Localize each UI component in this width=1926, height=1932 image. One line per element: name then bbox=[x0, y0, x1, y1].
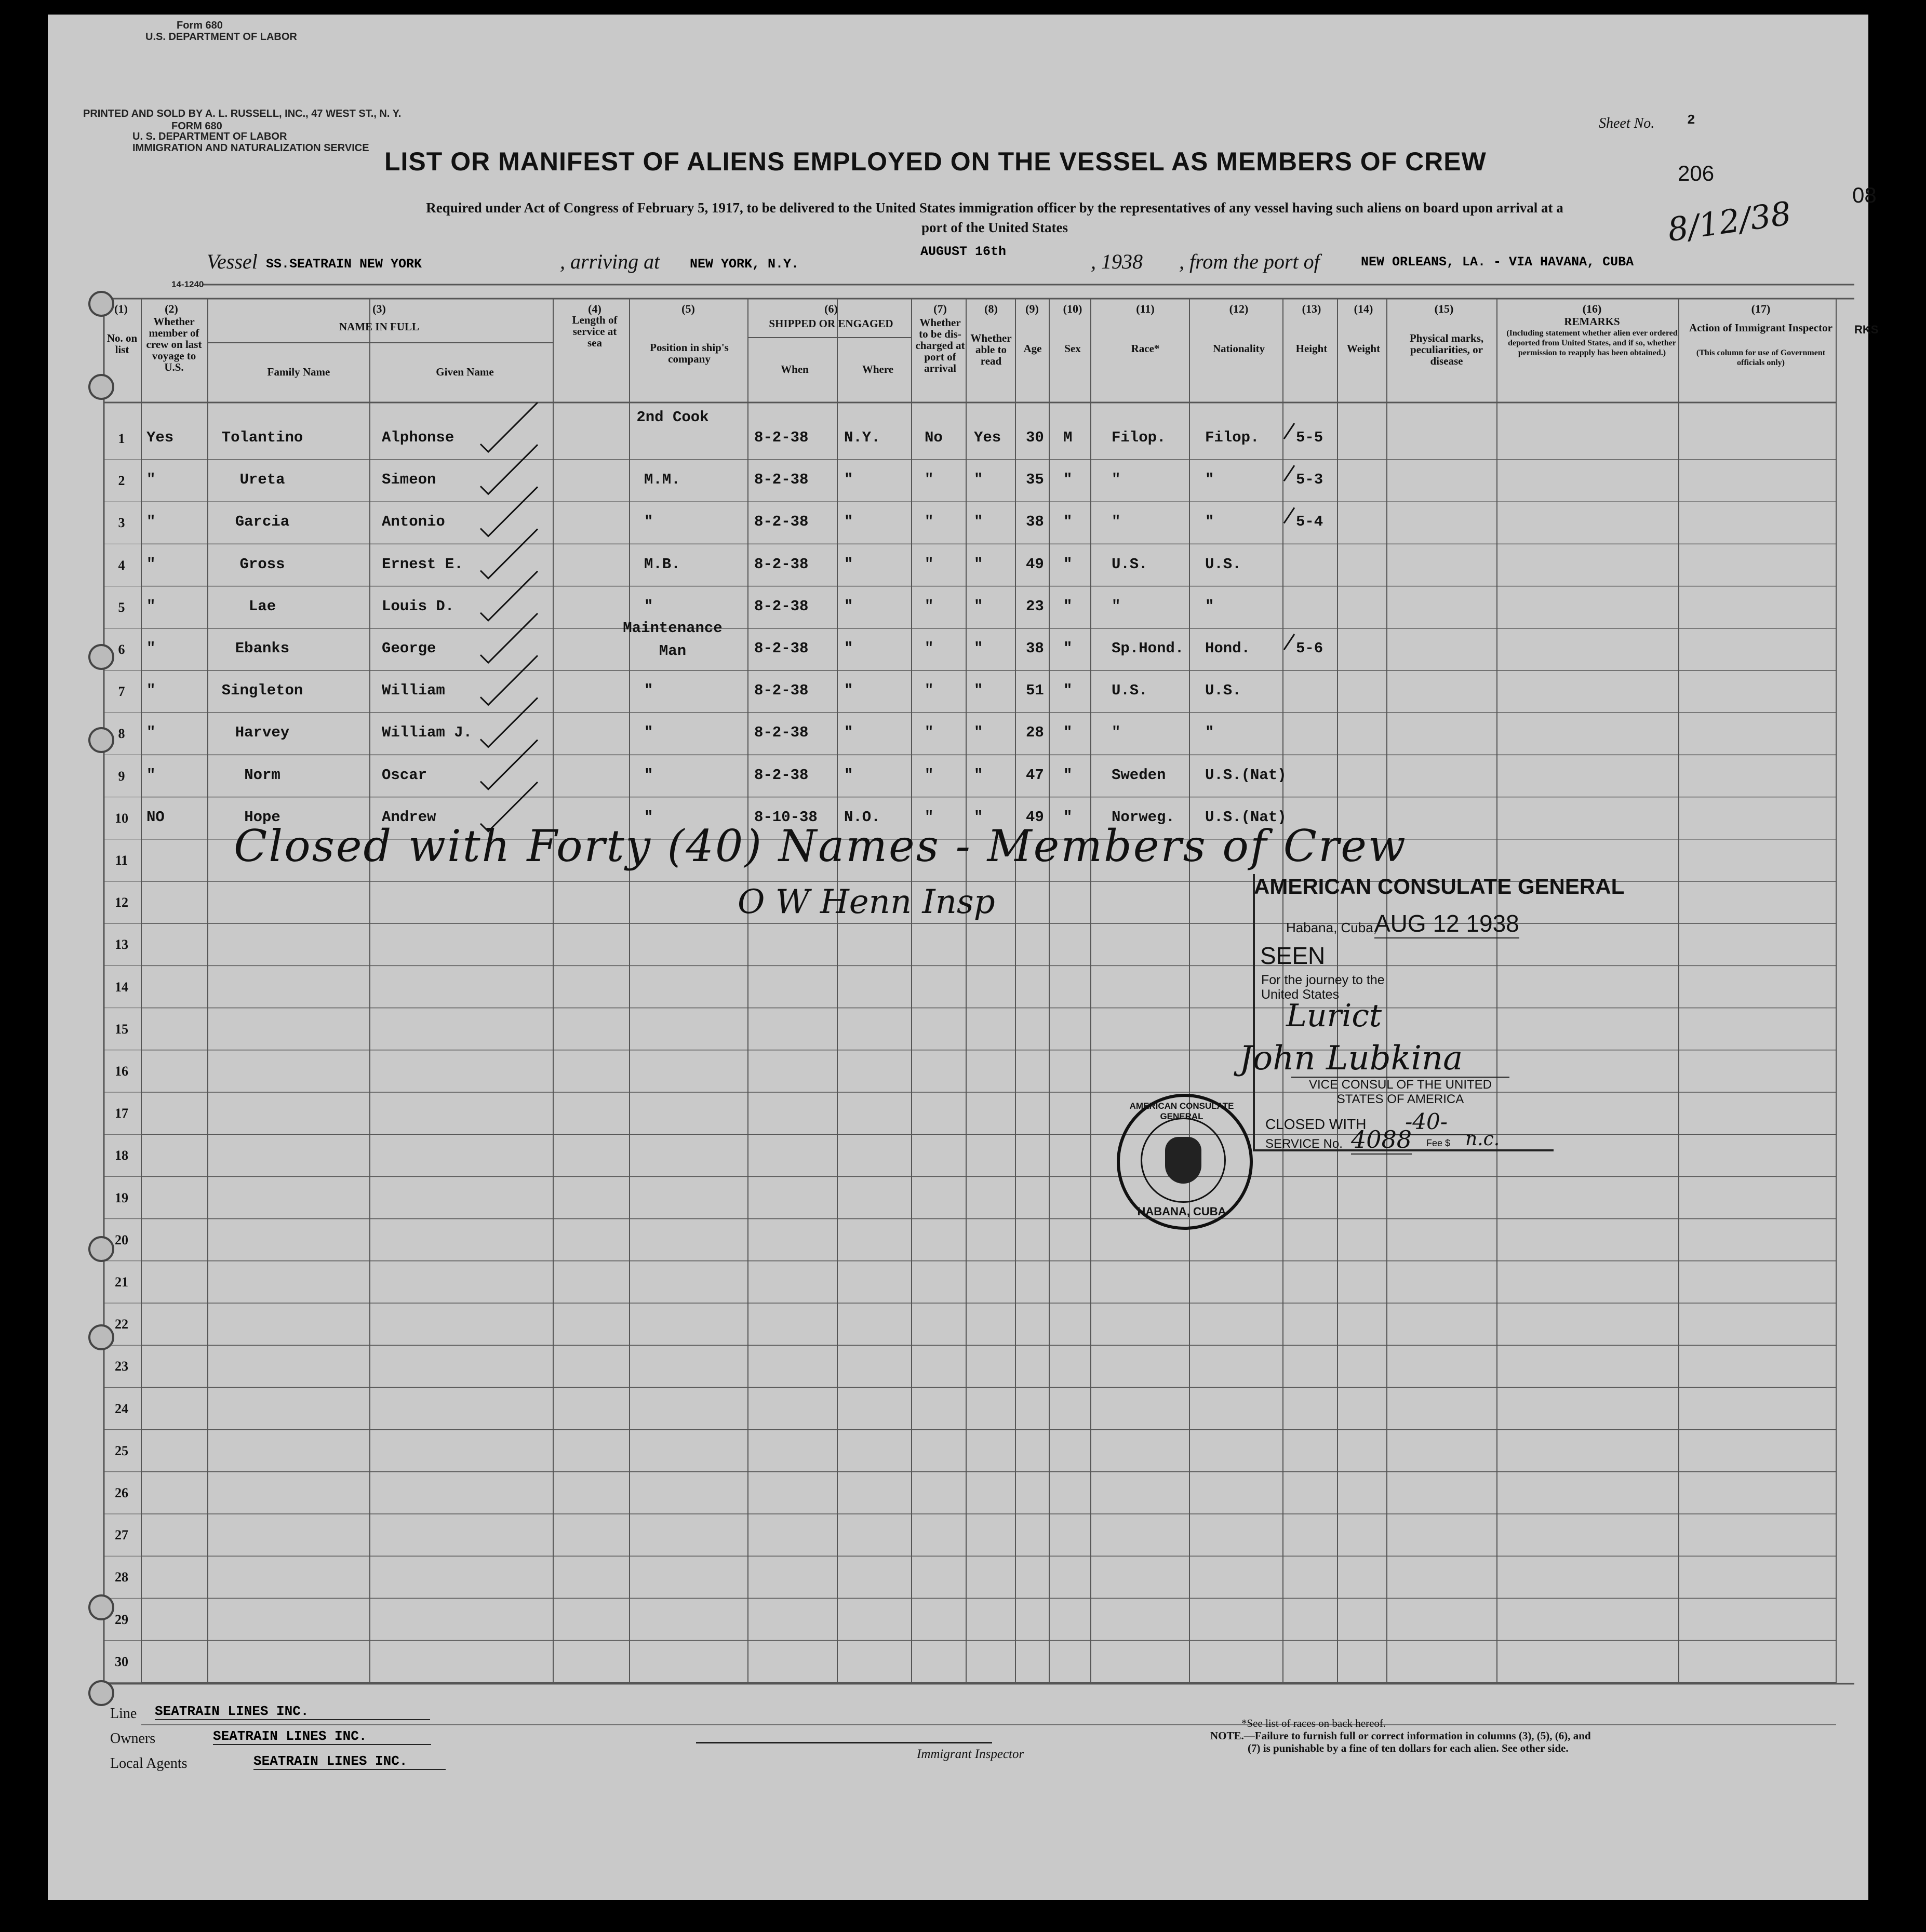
row-number: 11 bbox=[115, 853, 128, 868]
col7-number: (7) bbox=[933, 302, 947, 315]
cell-nationality: U.S. bbox=[1205, 682, 1241, 700]
cell-family: Harvey bbox=[235, 724, 290, 742]
cell-prev: " bbox=[146, 513, 156, 531]
row-number: 27 bbox=[115, 1527, 128, 1543]
cell-discharged: " bbox=[925, 808, 934, 826]
row-number: 18 bbox=[115, 1148, 128, 1163]
cell-family: Ebanks bbox=[235, 640, 290, 657]
cell-family: Garcia bbox=[235, 513, 290, 531]
cell-position: " bbox=[644, 597, 653, 615]
row-number: 25 bbox=[115, 1443, 128, 1458]
stamp-place: Habana, Cuba, bbox=[1286, 920, 1377, 935]
inspector-signature-line bbox=[696, 1742, 992, 1743]
col1-header: No. on list bbox=[106, 332, 138, 356]
cell-family: Gross bbox=[239, 555, 285, 573]
inspector-signature: O W Henn Insp bbox=[738, 883, 995, 921]
col6b-header: Where bbox=[862, 363, 894, 375]
col14-number: (14) bbox=[1354, 302, 1373, 315]
department-top: U.S. DEPARTMENT OF LABOR bbox=[145, 31, 297, 43]
stamp-journey: For the journey to the United States bbox=[1261, 973, 1385, 1002]
cell-race: U.S. bbox=[1112, 555, 1148, 573]
stamp-closed-value: -40- bbox=[1380, 1109, 1473, 1135]
stamp-vice-consul-1: VICE CONSUL OF THE UNITED bbox=[1291, 1077, 1509, 1092]
footer-see-list: *See list of races on back hereof. bbox=[1241, 1717, 1386, 1729]
punch-hole bbox=[88, 291, 114, 317]
col6-header: SHIPPED OR ENGAGED bbox=[769, 317, 893, 330]
cell-race: " bbox=[1112, 597, 1121, 615]
arriving-label: , arriving at bbox=[560, 250, 660, 273]
col11-number: (11) bbox=[1136, 302, 1155, 315]
col13-header: Height bbox=[1295, 342, 1328, 355]
requirement-line-1: Required under Act of Congress of February 5, 1917, to be delivered to the United States immigration officer by the representatives of any vessel having such aliens on board upon arrival at a bbox=[426, 200, 1563, 216]
stamp-fee-label: Fee $ bbox=[1426, 1138, 1451, 1148]
col9-header: Age bbox=[1023, 342, 1042, 355]
cell-race: " bbox=[1112, 471, 1121, 489]
cell-position: M.M. bbox=[644, 471, 680, 489]
footer-inspector-label: Immigrant Inspector bbox=[917, 1747, 1024, 1761]
cell-given: Andrew bbox=[382, 808, 436, 826]
consulate-seal bbox=[1117, 1094, 1253, 1230]
cell-family: Singleton bbox=[221, 682, 303, 700]
cell-prev: " bbox=[146, 555, 156, 573]
col3-number: (3) bbox=[372, 302, 386, 315]
check-mark bbox=[480, 403, 538, 452]
stamp-closed-with: CLOSED WITH bbox=[1265, 1116, 1367, 1132]
cell-where: " bbox=[844, 555, 853, 573]
cell-nationality: U.S.(Nat) bbox=[1205, 808, 1287, 826]
cell-nationality: " bbox=[1205, 471, 1214, 489]
col6-number: (6) bbox=[824, 302, 838, 315]
stamp-signature-1: Lurict bbox=[1286, 998, 1382, 1034]
department-label: U. S. DEPARTMENT OF LABOR bbox=[132, 131, 287, 142]
row-number: 23 bbox=[115, 1359, 128, 1374]
stamp-fee-value: n.c. bbox=[1465, 1129, 1500, 1150]
row-number: 5 bbox=[118, 599, 125, 615]
punch-hole bbox=[88, 644, 114, 670]
cell-height: 5-6 bbox=[1296, 640, 1323, 657]
cell-family: Ureta bbox=[239, 471, 285, 489]
cell-discharged: " bbox=[925, 597, 934, 615]
cell-given: George bbox=[382, 640, 436, 657]
row-number: 24 bbox=[115, 1401, 128, 1416]
cell-discharged: " bbox=[925, 640, 934, 657]
col5-header: Position in ship's company bbox=[650, 341, 729, 365]
cell-when: 8-2-38 bbox=[754, 640, 809, 657]
row-number: 4 bbox=[118, 557, 125, 573]
cell-prev: Yes bbox=[146, 429, 174, 446]
row-number: 1 bbox=[118, 431, 125, 446]
cell-prev: " bbox=[146, 640, 156, 657]
cell-sex: M bbox=[1063, 429, 1073, 446]
stamp-title: AMERICAN CONSULATE GENERAL bbox=[1254, 874, 1625, 898]
footer-owners-label: Owners bbox=[110, 1730, 156, 1747]
cell-read: " bbox=[974, 766, 983, 784]
height-tick bbox=[1284, 423, 1294, 439]
height-tick bbox=[1284, 465, 1294, 481]
cell-where: N.Y. bbox=[844, 429, 880, 446]
cell-sex: " bbox=[1063, 640, 1073, 657]
row-number: 6 bbox=[118, 642, 125, 657]
cell-when: 8-2-38 bbox=[754, 429, 809, 446]
cell-race: Sp.Hond. bbox=[1112, 640, 1184, 657]
cell-nationality: " bbox=[1205, 724, 1214, 742]
cell-where: " bbox=[844, 513, 853, 531]
cell-height: 5-4 bbox=[1296, 513, 1323, 531]
col10-number: (10) bbox=[1063, 302, 1082, 315]
cell-given: William bbox=[382, 682, 445, 700]
col9-number: (9) bbox=[1025, 302, 1039, 315]
cell-position: 2nd Cook bbox=[636, 409, 709, 426]
cell-read: " bbox=[974, 513, 983, 531]
arriving-port: NEW YORK, N.Y. bbox=[690, 257, 799, 272]
cell-when: 8-10-38 bbox=[754, 808, 818, 826]
col3a-header: Family Name bbox=[267, 366, 330, 378]
cell-where: N.O. bbox=[844, 808, 880, 826]
punch-hole bbox=[88, 727, 114, 753]
col17-header: Action of Immigrant Inspector bbox=[1689, 321, 1833, 334]
cell-when: 8-2-38 bbox=[754, 724, 809, 742]
form-number-top: Form 680 bbox=[177, 20, 223, 31]
col2-number: (2) bbox=[165, 302, 178, 315]
cell-race: U.S. bbox=[1112, 682, 1148, 700]
cell-family: Tolantino bbox=[221, 429, 303, 446]
cell-nationality: Hond. bbox=[1205, 640, 1251, 657]
closing-note-handwritten: Closed with Forty (40) Names - Members of Crew bbox=[234, 821, 1407, 871]
cell-prev: " bbox=[146, 597, 156, 615]
cell-nationality: U.S. bbox=[1205, 555, 1241, 573]
cell-discharged: " bbox=[925, 766, 934, 784]
row-number: 21 bbox=[115, 1274, 128, 1290]
eagle-icon bbox=[1165, 1137, 1201, 1184]
cell-nationality: " bbox=[1205, 513, 1214, 531]
stamp-vice-consul-2: STATES OF AMERICA bbox=[1336, 1092, 1464, 1106]
punch-hole bbox=[88, 1594, 114, 1620]
footer-note-2: (7) is punishable by a fine of ten dollars for each alien. See other side. bbox=[1248, 1742, 1569, 1754]
cell-race: " bbox=[1112, 513, 1121, 531]
row-number: 15 bbox=[115, 1021, 128, 1037]
cell-where: " bbox=[844, 682, 853, 700]
col11-header: Race* bbox=[1131, 342, 1160, 355]
cell-family: Norm bbox=[244, 766, 280, 784]
col10-header: Sex bbox=[1064, 342, 1081, 355]
row-number: 16 bbox=[115, 1064, 128, 1079]
sheet-number: 2 bbox=[1687, 112, 1695, 128]
cell-position: " bbox=[644, 808, 653, 826]
row-number: 9 bbox=[118, 768, 125, 784]
cell-when: 8-2-38 bbox=[754, 766, 809, 784]
service-label: IMMIGRATION AND NATURALIZATION SERVICE bbox=[132, 142, 369, 154]
cell-position: " bbox=[644, 724, 653, 742]
col2-header: Whether member of crew on last voyage to U.S. bbox=[146, 315, 202, 373]
cell-race: Sweden bbox=[1112, 766, 1166, 784]
height-tick bbox=[1284, 634, 1294, 650]
cell-given: William J. bbox=[382, 724, 473, 742]
cell-when: 8-2-38 bbox=[754, 513, 809, 531]
row-number: 22 bbox=[115, 1317, 128, 1332]
seal-text: AMERICAN CONSULATE GENERAL bbox=[1129, 1101, 1234, 1121]
col4-number: (4) bbox=[588, 302, 601, 315]
cell-where: " bbox=[844, 471, 853, 489]
col17-number: (17) bbox=[1751, 302, 1771, 315]
cell-sex: " bbox=[1063, 724, 1073, 742]
vessel-label: Vessel bbox=[207, 250, 258, 273]
footer-agents: SEATRAIN LINES INC. bbox=[253, 1753, 446, 1770]
sheet-label: Sheet No. bbox=[1599, 115, 1655, 131]
cell-sex: " bbox=[1063, 766, 1073, 784]
cell-given: Louis D. bbox=[382, 597, 454, 615]
col8-header: Whether able to read bbox=[970, 332, 1012, 367]
row-number: 19 bbox=[115, 1190, 128, 1205]
cell-position: Maintenance Man bbox=[623, 620, 723, 660]
col14-header: Weight bbox=[1346, 342, 1381, 355]
cell-read: " bbox=[974, 808, 983, 826]
col5-number: (5) bbox=[681, 302, 695, 315]
cell-read: " bbox=[974, 640, 983, 657]
cell-height: 5-3 bbox=[1296, 471, 1323, 489]
cell-read: " bbox=[974, 682, 983, 700]
row-number: 10 bbox=[115, 810, 128, 826]
cell-sex: " bbox=[1063, 471, 1073, 489]
cell-when: 8-2-38 bbox=[754, 682, 809, 700]
stamp-service-no: SERVICE No. bbox=[1265, 1137, 1343, 1151]
cell-read: " bbox=[974, 555, 983, 573]
col16-header: REMARKS bbox=[1564, 315, 1620, 328]
cell-age: 23 bbox=[1026, 597, 1044, 615]
col1-number: (1) bbox=[114, 302, 128, 315]
cell-where: " bbox=[844, 724, 853, 742]
cell-read: " bbox=[974, 471, 983, 489]
cell-when: 8-2-38 bbox=[754, 471, 809, 489]
vessel-name: SS.SEATRAIN NEW YORK bbox=[266, 257, 422, 272]
stamp-signature-2: John Lubkina bbox=[1239, 1039, 1463, 1078]
col12-header: Nationality bbox=[1212, 342, 1265, 355]
seal-place: HABANA, CUBA bbox=[1137, 1205, 1226, 1218]
cell-read: Yes bbox=[974, 429, 1001, 446]
cell-given: Alphonse bbox=[382, 429, 454, 446]
cell-discharged: No bbox=[925, 429, 943, 446]
cell-age: 38 bbox=[1026, 513, 1044, 531]
stamp-date: AUG 12 1938 bbox=[1374, 909, 1519, 938]
row-number: 28 bbox=[115, 1569, 128, 1585]
printer-line: PRINTED AND SOLD BY A. L. RUSSELL, INC., 47 WEST ST., N. Y. bbox=[83, 108, 402, 119]
cell-family: Lae bbox=[248, 597, 276, 615]
footer-note-1: NOTE.—Failure to furnish full or correct information in columns (3), (5), (6), and bbox=[1210, 1729, 1591, 1742]
cell-prev: " bbox=[146, 682, 156, 700]
cell-prev: NO bbox=[146, 808, 165, 826]
cell-position: " bbox=[644, 766, 653, 784]
arrival-year: , 1938 bbox=[1091, 250, 1143, 273]
col16-note: (Including statement whether alien ever ordered deported from United States, and if so, whether permission to reapply has been obtained.) bbox=[1506, 329, 1678, 357]
edge-remarks: RKS bbox=[1854, 323, 1879, 336]
cell-given: Oscar bbox=[382, 766, 427, 784]
cell-age: 51 bbox=[1026, 682, 1044, 700]
punch-hole bbox=[88, 374, 114, 400]
cell-given: Simeon bbox=[382, 471, 436, 489]
arrival-date: AUGUST 16th bbox=[920, 244, 1007, 259]
requirement-line-2: port of the United States bbox=[921, 220, 1068, 235]
cell-where: " bbox=[844, 597, 853, 615]
cell-discharged: " bbox=[925, 724, 934, 742]
row-number: 17 bbox=[115, 1106, 128, 1121]
col4-header: Length of service at sea bbox=[572, 314, 618, 349]
row-number: 29 bbox=[115, 1612, 128, 1627]
row-number: 20 bbox=[115, 1232, 128, 1247]
stamp-service-value: 4088 bbox=[1351, 1125, 1412, 1153]
col3-header: NAME IN FULL bbox=[339, 320, 419, 333]
eagle-emblem bbox=[1141, 1118, 1226, 1203]
punch-hole bbox=[88, 1680, 114, 1706]
col13-number: (13) bbox=[1302, 302, 1321, 315]
page-title: LIST OR MANIFEST OF ALIENS EMPLOYED ON THE VESSEL AS MEMBERS OF CREW bbox=[384, 147, 1487, 176]
cell-prev: " bbox=[146, 766, 156, 784]
cell-race: Norweg. bbox=[1112, 808, 1175, 826]
cell-height: 5-5 bbox=[1296, 429, 1323, 446]
cell-age: 28 bbox=[1026, 724, 1044, 742]
cell-age: 38 bbox=[1026, 640, 1044, 657]
cell-discharged: " bbox=[925, 471, 934, 489]
col16-number: (16) bbox=[1582, 302, 1602, 315]
cell-race: Filop. bbox=[1112, 429, 1166, 446]
row-number: 2 bbox=[118, 473, 125, 489]
cell-read: " bbox=[974, 724, 983, 742]
cell-age: 49 bbox=[1026, 555, 1044, 573]
row-number: 13 bbox=[115, 937, 128, 952]
cell-prev: " bbox=[146, 724, 156, 742]
cell-sex: " bbox=[1063, 597, 1073, 615]
col6a-header: When bbox=[781, 363, 809, 375]
cell-position: M.B. bbox=[644, 555, 680, 573]
form-number: FORM 680 bbox=[171, 120, 222, 132]
cell-nationality: U.S.(Nat) bbox=[1205, 766, 1287, 784]
cell-age: 49 bbox=[1026, 808, 1044, 826]
cell-age: 47 bbox=[1026, 766, 1044, 784]
consulate-stamp bbox=[1239, 874, 1625, 1153]
edge-number: 08 bbox=[1852, 183, 1877, 207]
col7-header: Whether to be dis-charged at port of arrival bbox=[915, 316, 965, 374]
cell-age: 35 bbox=[1026, 471, 1044, 489]
handwritten-date: 8/12/38 bbox=[1665, 194, 1794, 249]
cell-when: 8-2-38 bbox=[754, 555, 809, 573]
row-number: 7 bbox=[118, 684, 125, 700]
cell-race: " bbox=[1112, 724, 1121, 742]
height-tick bbox=[1284, 507, 1294, 523]
cell-nationality: " bbox=[1205, 597, 1214, 615]
row-number: 3 bbox=[118, 515, 125, 531]
cell-where: " bbox=[844, 766, 853, 784]
cell-position: " bbox=[644, 513, 653, 531]
cell-read: " bbox=[974, 597, 983, 615]
row-number: 30 bbox=[115, 1654, 128, 1669]
cell-given: Antonio bbox=[382, 513, 445, 531]
from-port-label: , from the port of bbox=[1179, 250, 1320, 273]
cell-given: Ernest E. bbox=[382, 555, 463, 573]
col3b-header: Given Name bbox=[436, 366, 494, 378]
stamp-seen: SEEN bbox=[1260, 942, 1326, 969]
col15-header: Physical marks, peculiarities, or disease bbox=[1409, 332, 1484, 367]
cell-when: 8-2-38 bbox=[754, 597, 809, 615]
cell-where: " bbox=[844, 640, 853, 657]
cell-family: Hope bbox=[244, 808, 280, 826]
col12-number: (12) bbox=[1229, 302, 1249, 315]
row-number: 8 bbox=[118, 726, 125, 742]
cell-sex: " bbox=[1063, 682, 1073, 700]
row-number: 26 bbox=[115, 1485, 128, 1500]
footer-line-label: Line bbox=[110, 1706, 137, 1722]
col15-number: (15) bbox=[1434, 302, 1454, 315]
cell-position: " bbox=[644, 682, 653, 700]
col17-note: (This column for use of Government officials only) bbox=[1696, 348, 1826, 367]
cell-sex: " bbox=[1063, 555, 1073, 573]
cell-nationality: Filop. bbox=[1205, 429, 1260, 446]
footer-agents-label: Local Agents bbox=[110, 1755, 188, 1772]
punch-hole bbox=[88, 1236, 114, 1262]
cell-age: 30 bbox=[1026, 429, 1044, 446]
cell-sex: " bbox=[1063, 808, 1073, 826]
cell-discharged: " bbox=[925, 555, 934, 573]
cell-discharged: " bbox=[925, 513, 934, 531]
punch-hole bbox=[88, 1324, 114, 1350]
footer-owners: SEATRAIN LINES INC. bbox=[213, 1728, 431, 1745]
stamped-number: 206 bbox=[1678, 161, 1715, 185]
cell-discharged: " bbox=[925, 682, 934, 700]
col8-number: (8) bbox=[984, 302, 998, 315]
footer-line: SEATRAIN LINES INC. bbox=[155, 1703, 430, 1720]
form-code: 14-1240 bbox=[171, 279, 204, 289]
cell-sex: " bbox=[1063, 513, 1073, 531]
cell-prev: " bbox=[146, 471, 156, 489]
row-number: 14 bbox=[115, 979, 128, 995]
from-port: NEW ORLEANS, LA. - VIA HAVANA, CUBA bbox=[1361, 254, 1634, 270]
row-number: 12 bbox=[115, 895, 128, 910]
